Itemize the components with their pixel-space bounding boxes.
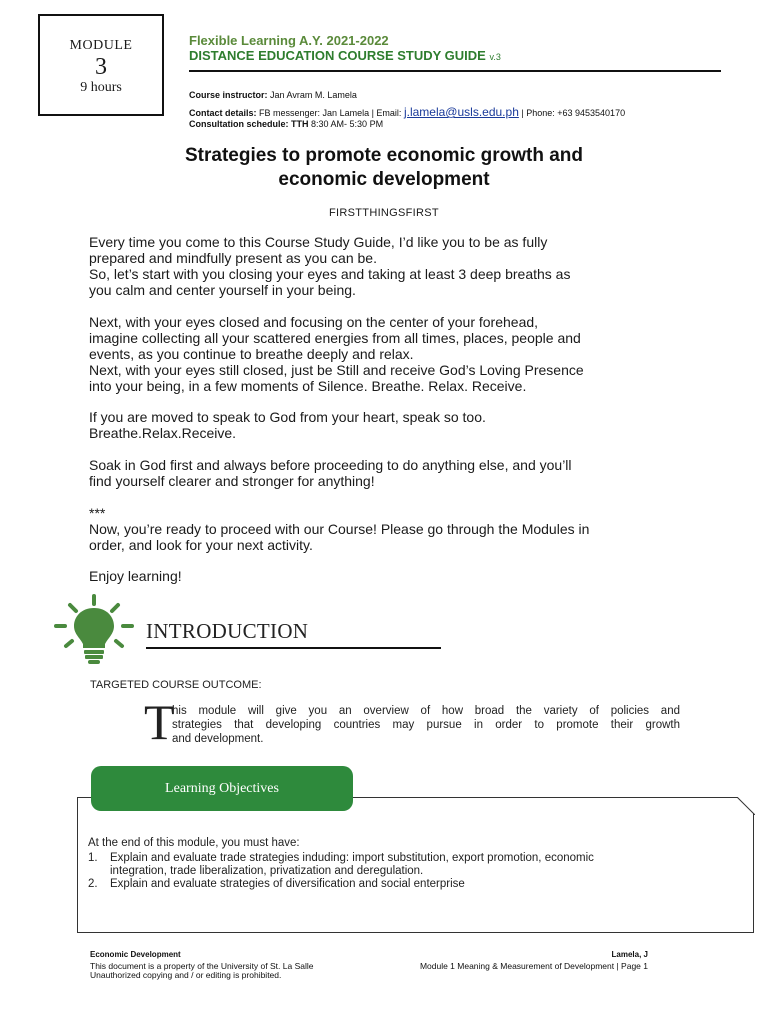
header-version: v.3: [489, 52, 501, 62]
paragraph-line: Enjoy learning!: [89, 568, 182, 584]
footer-copy-notice: Unauthorized copying and / or editing is prohibited.: [90, 970, 282, 980]
course-instructor-name: Jan Avram M. Lamela: [270, 90, 357, 100]
paragraph-line: Soak in God first and always before proceeding to do anything else, and you’ll: [89, 457, 572, 473]
targeted-outcome-text: [172, 704, 680, 746]
header-divider: [189, 70, 721, 72]
learning-objective-item: [88, 878, 728, 891]
course-instructor: [189, 90, 357, 100]
page-title-line: Strategies to promote economic growth and: [185, 145, 583, 166]
section-first-things-first: FIRSTTHINGSFIRST: [329, 207, 439, 219]
paragraph-line: Breathe.Relax.Receive.: [89, 425, 237, 441]
objective-text: Explain and evaluate trade strategies induding: import substitution, export promotion, economic: [110, 852, 594, 864]
learning-objectives-tab: Learning Objectives: [91, 766, 353, 811]
paragraph-line: Next, with your eyes closed and focusing on the center of your forehead,: [89, 314, 539, 330]
introduction-divider: [146, 647, 441, 649]
paragraph-proceed: [89, 505, 689, 553]
outcome-line: and development.: [172, 733, 264, 745]
consultation-schedule-time: 8:30 AM- 5:30 PM: [311, 119, 384, 129]
paragraph-enjoy: [89, 568, 689, 584]
footer-property-notice: This document is a property of the University of St. La Salle: [90, 961, 314, 971]
module-box: [38, 14, 164, 116]
module-number: 3: [95, 54, 107, 80]
header-guide-title: [189, 48, 501, 63]
paragraph-line: Next, with your eyes still closed, just be Still and receive God’s Loving Presence: [89, 362, 584, 378]
drop-cap: T: [144, 694, 175, 750]
outcome-line: strategies that developing countries may pursue in order to promote their growth: [172, 719, 680, 731]
page-title: [60, 144, 708, 192]
paragraph-line: If you are moved to speak to God from your heart, speak so too.: [89, 409, 486, 425]
learning-objectives-intro: At the end of this module, you must have:: [88, 837, 300, 849]
paragraph-line: you calm and center yourself in your being.: [89, 282, 356, 298]
paragraph-prepare: [89, 234, 689, 298]
paragraph-line: prepared and mindfully present as you can be.: [89, 250, 377, 266]
consultation-schedule: [189, 119, 383, 129]
paragraph-speak: [89, 409, 689, 441]
objective-number: 2.: [88, 878, 98, 890]
contact-details: [189, 105, 625, 119]
consultation-schedule-label: Consultation schedule: TTH: [189, 119, 309, 129]
footer-module-page: Module 1 Meaning & Measurement of Development | Page 1: [419, 961, 648, 971]
objective-text: Explain and evaluate strategies of diversification and social enterprise: [110, 878, 465, 890]
paragraph-line: events, as you continue to breathe deeply and relax.: [89, 346, 414, 362]
header-program: Flexible Learning A.Y. 2021-2022: [189, 33, 389, 48]
paragraph-line: Now, you’re ready to proceed with our Course! Please go through the Modules in: [89, 521, 590, 537]
footer-author: Lamela, J: [611, 950, 648, 959]
paragraph-soak: [89, 457, 689, 489]
contact-details-label: Contact details:: [189, 108, 257, 118]
paragraph-line: order, and look for your next activity.: [89, 537, 313, 553]
contact-details-phone: | Phone: +63 9453540170: [521, 108, 626, 118]
paragraph-focus: [89, 314, 689, 394]
footer-course: Economic Development: [90, 950, 181, 959]
email-link[interactable]: j.lamela@usls.edu.ph: [403, 105, 519, 119]
paragraph-line: So, let’s start with you closing your eyes and taking at least 3 deep breaths as: [89, 266, 571, 282]
paragraph-line: find yourself clearer and stronger for anything!: [89, 473, 375, 489]
course-instructor-label: Course instructor:: [189, 90, 268, 100]
paragraph-line: ***: [89, 505, 106, 521]
lightbulb-icon: [52, 594, 136, 666]
page-title-line: economic development: [278, 169, 490, 190]
objective-number: 1.: [88, 852, 98, 864]
objective-text-continued: integration, trade liberalization, privatization and deregulation.: [110, 865, 424, 877]
introduction-heading: INTRODUCTION: [146, 619, 309, 643]
learning-objective-item: [88, 852, 728, 878]
folded-corner: [737, 797, 755, 815]
header-guide-title-text: DISTANCE EDUCATION COURSE STUDY GUIDE: [189, 48, 486, 63]
module-label: MODULE: [69, 38, 133, 53]
paragraph-line: Every time you come to this Course Study Guide, I’d like you to be as fully: [89, 234, 548, 250]
outcome-line: his module will give you an overview of how broad the variety of policies and: [172, 705, 680, 717]
contact-details-pre: FB messenger: Jan Lamela | Email:: [259, 108, 402, 118]
module-hours: 9 hours: [80, 80, 122, 95]
paragraph-line: imagine collecting all your scattered energies from all times, places, people and: [89, 330, 581, 346]
paragraph-line: into your being, in a few moments of Silence. Breathe. Relax. Receive.: [89, 378, 527, 394]
targeted-outcome-label: TARGETED COURSE OUTCOME:: [90, 679, 262, 691]
